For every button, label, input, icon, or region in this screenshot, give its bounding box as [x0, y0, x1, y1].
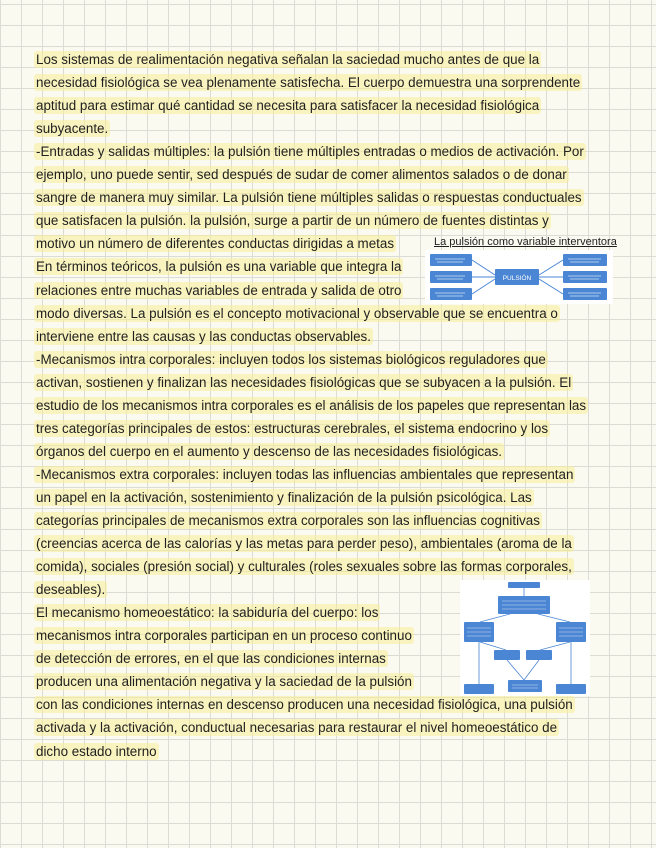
text-line-content: sangre de manera muy similar. La pulsión tiene múltiples salidas o respuestas conductuales: [36, 190, 582, 206]
text-line: [34, 628, 414, 644]
text-line: [34, 213, 551, 229]
text-line-content: producen una alimentación negativa y la saciedad de la pulsión: [36, 674, 412, 690]
text-line: [34, 582, 107, 598]
text-line-content: En términos teóricos, la pulsión es una variable que integra la: [36, 259, 402, 275]
text-line-content: interviene entre las causas y las conductas observables.: [36, 328, 371, 344]
text-line-content: que satisfacen la pulsión. la pulsión, surge a partir de un número de fuentes distintas y: [36, 213, 549, 229]
text-line: [34, 559, 574, 575]
text-line-content: con las condiciones internas en descenso producen una necesidad fisiológica, una pulsión: [36, 697, 573, 713]
text-line: [34, 352, 548, 368]
text-line: [34, 329, 373, 345]
pulsion-center-label: PULSIÓN: [502, 275, 532, 282]
text-line: [34, 52, 541, 68]
text-line: [34, 421, 550, 437]
text-line-content: comida), sociales (presión social) y culturales (roles sexuales sobre las formas corporales,: [36, 559, 572, 575]
text-line-content: necesidad fisiológica se vea plenamente satisfecha. El cuerpo demuestra una sorprendente: [36, 75, 581, 91]
text-line: [34, 259, 403, 275]
text-line-content: activada y la activación, conductual necesarias para restaurar el nivel homeoestático de: [36, 720, 558, 736]
text-line-content: subyacente.: [36, 121, 109, 137]
text-line-content: -Mecanismos intra corporales: incluyen todos los sistemas biológicos reguladores que: [36, 351, 546, 367]
text-line: [34, 697, 575, 713]
text-line: [34, 190, 584, 206]
text-line-content: -Mecanismos extra corporales: incluyen todas las influencias ambientales que representan: [36, 466, 574, 482]
text-line: [34, 75, 582, 91]
text-line-content: categorías principales de mecanismos extra corporales son las influencias cognitivas: [36, 513, 540, 528]
text-line-content: ejemplo, uno puede sentir, sed después de sudar de comer alimentos salados o de donar: [36, 167, 567, 183]
text-line: [34, 167, 569, 183]
text-line-content: relaciones entre muchas variables de entrada y salida de otro: [36, 282, 402, 298]
text-line: [34, 444, 504, 460]
text-line: [34, 98, 541, 114]
text-line-content: modo diversas. La pulsión es el concepto motivacional y observable que se encuentra o: [36, 305, 558, 321]
text-line-content: dicho estado interno: [36, 743, 157, 759]
text-line-content: tres categorías principales de estos: estructuras cerebrales, el sistema endocrino y los: [36, 420, 549, 436]
text-line: [34, 674, 414, 690]
text-line-content: órganos del cuerpo en el aumento y descenso de las necesidades fisiológicas.: [36, 443, 502, 459]
text-line-content: estudio de los mecanismos intra corporales es el análisis de los papeles que representan las: [36, 397, 587, 413]
text-line: [34, 398, 588, 414]
text-line-content: El mecanismo homeoestático: la sabiduría del cuerpo: los: [36, 605, 379, 621]
text-line: [34, 651, 388, 667]
text-line: [34, 605, 380, 621]
text-line: [34, 144, 586, 160]
text-line-content: -Entradas y salidas múltiples: la pulsión tiene múltiples entradas o medios de activación. Por: [36, 144, 584, 160]
pulsion-diagram: [425, 236, 617, 304]
text-line: [34, 467, 575, 483]
text-line-content: Los sistemas de realimentación negativa señalan la saciedad mucho antes de que la: [36, 52, 540, 67]
pulsion-diagram-graphic: [425, 250, 613, 304]
text-line: [34, 744, 159, 760]
text-line: [34, 236, 396, 252]
text-line-content: un papel en la activación, sostenimiento y finalización de la pulsión psicológica. Las: [36, 489, 532, 505]
text-line: [34, 306, 560, 322]
text-line-content: aptitud para estimar qué cantidad se necesita para satisfacer la necesidad fisiológica: [36, 98, 540, 114]
homeostatic-diagram: [460, 580, 590, 696]
text-line: [34, 121, 110, 137]
text-line: [34, 375, 573, 391]
text-line-content: mecanismos intra corporales participan en un proceso continuo: [36, 628, 412, 644]
homeostatic-diagram-graphic: [460, 580, 590, 696]
text-line: [34, 490, 534, 506]
text-line-content: activan, sostienen y finalizan las necesidades fisiológicas que se subyacen a la pulsión. El: [36, 374, 572, 390]
text-line-content: motivo un número de diferentes conductas dirigidas a metas: [36, 236, 395, 252]
text-line-content: deseables).: [36, 582, 106, 598]
text-line: [34, 283, 403, 299]
text-line: [34, 536, 574, 552]
text-line-content: de detección de errores, en el que las condiciones internas: [36, 651, 386, 667]
pulsion-diagram-caption: La pulsión como variable interventora: [434, 236, 617, 248]
text-line-content: (creencias acerca de las calorías y las metas para perder peso), ambientales (aroma de la: [36, 536, 572, 552]
text-line: [34, 720, 559, 736]
text-line: [34, 513, 542, 529]
